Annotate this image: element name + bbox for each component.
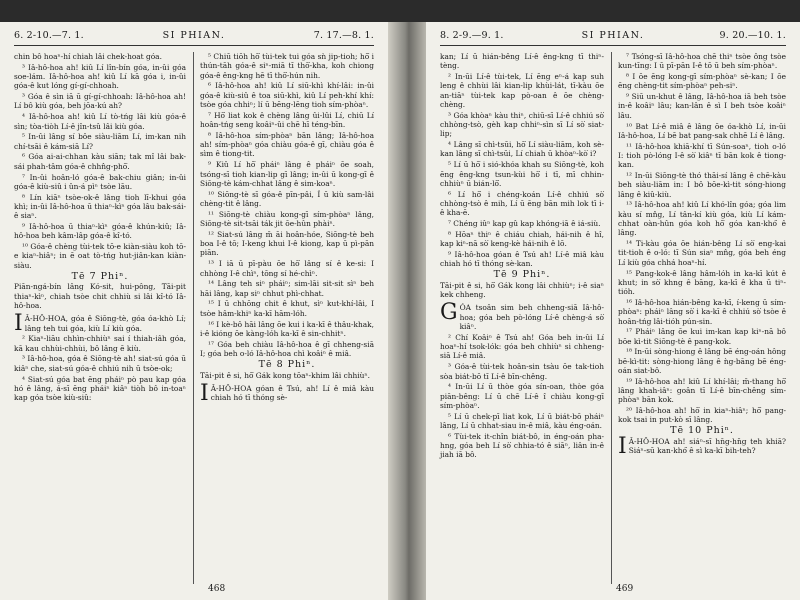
verse: chin bô hoaⁿ-hí chiah lâi chek-hoat góa. [14, 52, 162, 61]
verse: ⁶ Iâ-hô-hoa ah! kiû Lí siū-khì khí-lâi: in-ûi góa-ê kiù-siû ê toa siū-khì, kiû Lí peh-khí khí: tsòe góa chhiⁿ; lí ū bēng-lēng tioh sím-phòaⁿ. [200, 81, 374, 109]
psalm-heading: Tē 9 Phiⁿ. [493, 269, 551, 281]
verse: ⁴ In-ūi Lí ū thòe góa sín-oan, thòe góa piān-bêng: Lí ū chē Lí-ê î chiàu kong-gī sím-phòaⁿ. [440, 382, 604, 410]
verse: ¹² Siat-sú lâng m̄ āi hoân-hóe, Siōng-tè beh boa I-ê tō; I-keng khui I-ê kiong, kap ū pì-pān piān. [200, 229, 374, 258]
drop-cap: I [618, 434, 627, 460]
verse: ⁸ Hōaⁿ thiⁿ ê chiáu chiah, hái-nih ê hî, kap kiⁿ-nā sò͘ keng-kè hái-nih ê lō. [440, 229, 604, 249]
right-running-header [440, 30, 786, 44]
verse: ²⁰ Iâ-hô-hoa ah! hō͘ in kiaⁿ-hiâⁿ; hō͘ pang-kok tsai in put-kò sī lâng. [618, 406, 786, 425]
verse: ⁴ Iâ-hô-hoa ah! kiû Lí tò-tńg lâi kiù góa-ê sìn; tòa-tiòh Lí-ê jîn-tsû lâi kiù góa. [14, 112, 186, 131]
psalm-superscription: Piān-ngá-bín lâng Kó-sit, hui-pông, Tāi-pit thiaⁿ-kìⁿ, chiah tsòe chit chhiù si lâi kî-tó Iâ-hô-hoa. [14, 282, 186, 310]
right-col-1 [440, 52, 604, 461]
psalm-heading: Tē 10 Phiⁿ. [670, 425, 734, 437]
verse: ⁵ Chiū tiōh hō͘ tùi-tek tui góa sǹ jip-tioh; hō͘ i thún-tāh góa-ê siⁿ-miā tī thō͘-kha, koh chiong góa-ê êng-kng hē tī thō͘-hún nih. [200, 52, 374, 80]
verse: ³ Góa-ê tùi-tek hoân-sin tsàu ōe tak-tioh sòa biát-bō tī Lí-ê bīn-chêng. [440, 362, 604, 381]
verse: ¹⁷ Pháiⁿ lâng ōe kui im-kan kap kiⁿ-nā bô bōe kì-tit Siōng-tè ê pang-kok. [618, 327, 786, 346]
verse: ⁹ Siū un-khut ê lâng, Iâ-hô-hoa iā beh tsòe in-ê koâiⁿ lâu; kan-lân ê sì I beh tsòe koâiⁿ lâu. [618, 92, 786, 120]
verse: ⁵ Lí ū hō͘ i sió-khóa khah su Siōng-tè, koh ēng êng-kng tsun-kùi hō͘ i tī, mī chhin-chhiùⁿ ū bián-lō͘. [440, 160, 604, 188]
left-col-1 [14, 52, 186, 404]
verse: ³ Góa ê sìn iā ū gí-gí-chhoah: Iâ-hô-hoa ah! Lí bô kiù góa, beh jōa-kú ah? [14, 92, 186, 111]
verse: ¹³ I iā ū pī-pàu ōe hō͘ lâng sí ê ke-si: I chhòng I-ê chìⁿ, tōng sí hé-chìⁿ. [200, 259, 374, 278]
verse: ⁶ Tùi-tek it-chîn biát-bô, in éng-oán pha-hng, góa beh Lí sò͘ chhia-tó ê siāⁿ, liân in-ê jiah iā bô. [440, 431, 604, 460]
header-rule [14, 45, 374, 46]
verse: ⁸ Lín kiāⁿ tsòe-ok-ê lâng tioh lī-khui góa khì; in-ûi Iâ-hô-hoa ū thiaⁿ-kìⁿ góa lâu bak-sái-ê siaⁿ. [14, 192, 186, 221]
right-header-right: 9. 20.—10. 1. [719, 30, 786, 41]
verse: ¹¹ Iâ-hô-hoa khiā-khí tī Sún-soaⁿ, tioh o-ló I: tioh pò-lóng I-ê sò͘ kiâⁿ tī bān kok ê tiong-kan. [618, 141, 786, 170]
verse: ⁸ I ōe ēng kong-gī sím-phòaⁿ sè-kan; I ōe ēng chèng-tit sím-phòaⁿ peh-siⁿ. [618, 72, 786, 91]
verse: ¹⁶ I kè-bô hāi lâng ōe kui i ka-kī ê thâu-khak, i-ê kióng ōe kàng-lóh ka-kī ê sin-chhitⁿ. [200, 319, 374, 338]
psalm-opening-verse: I Â-HÔ-HOA góan ê Tsú, ah! Lí ê miâ kàu chiah hó tī thóng sè- [200, 380, 374, 406]
verse: ⁶ Lí hō͘ i chéng-koán Lí-ê chhiú sò͘ chhòng-tsò ê mih, Lí ū ēng bān mih lok tī i-ê kha-ē. [440, 189, 604, 218]
verse: ⁵ In-ûi lâng sí bôe siàu-liām Lí, im-kan nih chí-tsāi ê kám-siā Lí? [14, 132, 186, 151]
verse: ⁷ In-ûi hoân-ló góa-ê bak-chiu giân; in-ûi góa-ê kiù-siû i ûn-á pìⁿ tsòe lāu. [14, 172, 186, 191]
verse: ³ Iâ-hô-hoa ah! kiû Lí lîn-bín góa, in-ûi góa soe-lám. Iâ-hô-hoa ah! kiû Lí kā góa i, in-ûi góa-ê kut lóng gí-gí-chhoah. [14, 62, 186, 91]
verse: ¹⁴ Ti-kàu góa ōe hián-bêng Lí sò͘ eng-kai tit-tioh ê o-ló: tī Sún siaⁿ mn̂g, góa beh éng Lí kiù góa chhá hoaⁿ-hí. [618, 239, 786, 267]
right-header-left: 8. 2-9.—9. 1. [440, 30, 504, 41]
verse: ³ Góa khòaⁿ kàu thiⁿ, chiū-sī Lí-ê chhiú sò͘ chhòng-tsò, gèh kap chhiⁿ-sìn sī Lí sò͘ siat-lip; [440, 110, 604, 139]
left-col-2 [200, 52, 374, 404]
psalm-heading: Tē 7 Phiⁿ. [71, 270, 129, 282]
verse: ¹³ Iâ-hô-hoa ah! kiû Lí khó-lîn góa; góa lim kàu sí mn̂g, Lí tân-kí kiù góa, kiù Lí kám-chhat oàn-hûn góa koh hō͘ góa kan-khó͘ ê lâng. [618, 200, 786, 238]
drop-cap: I [200, 380, 209, 406]
drop-cap: I [14, 311, 23, 337]
left-header-right: 7. 17.—8. 1. [313, 30, 374, 41]
left-header-left: 6. 2-10.—7. 1. [14, 30, 84, 41]
verse: ⁷ Hō͘ liat kok ê chèng lâng ûi-lûi Lí, chiū Lí hoân-tńg seng koâiⁿ-ûi chē hī téng-bīn. [200, 110, 374, 130]
psalm-heading: Tē 8 Phiⁿ. [258, 358, 316, 370]
drop-cap: G [440, 300, 458, 326]
psalm-opening-verse: GÓA tsoân sim beh chheng-siā Iâ-hô-hoa; góa beh pò-lóng Lí-ê chèng-á sò͘ kiâⁿ. [440, 300, 604, 332]
verse: ¹⁰ Siōng-tè sī góa-ê pīn-pâi, Í ū kiù sam-lâi chèng-tit ê lâng. [200, 189, 374, 208]
verse: ⁶ Góa ai-ai-chhan kàu siān; tak mî lâi bak-sái phah-tâm góa-ê chhn̂g-phō͘. [14, 152, 186, 171]
verse: ¹¹ Siōng-tè chiàu kong-gī sím-phòaⁿ lâng, Siōng-tè sit-tsāi ták jit ōe-hûn phàiⁿ. [200, 209, 374, 229]
psalm-opening-verse: I Â-HÔ-HOA ah! siáⁿ-sī hn̄g-hn̄g teh khiā? Siáⁿ-sū kan-khó͘ ê sì ka-kī bih-teh? [618, 434, 786, 460]
page-number: 468 [208, 584, 226, 594]
verse: ⁴ Lâng sī chì-tsūi, hō͘ Lí siàu-liām, koh sè-kan lâng sī chì-tsūi, Lí chiah ū khòaⁿ-kò͘ i? [440, 140, 604, 159]
right-page [426, 22, 800, 600]
verse: ¹⁴ Lâng teh siⁿ pháiⁿ; sim-lāi sit-sit sìⁿ beh hāi lâng, kap siⁿ chhut phì-chhat. [200, 279, 374, 298]
verse: ³ Iâ-hô-hoa, góa ê Siōng-tè ah! siat-sú góa ū kiâⁿ che, siat-sú góa-ê chhiú nih ū tsòe-ok; [14, 354, 186, 373]
verse: ² Chí Koâiⁿ ê Tsú ah! Góa beh in-ûi Lí hoaⁿ-hí tsok-lók: góa beh chhiùⁿ si chheng-siā Lí-ê miâ. [440, 332, 604, 361]
page-number: 469 [616, 584, 634, 594]
verse: ⁹ Iâ-hô-hoa ū thiaⁿ-kìⁿ góa-ê khún-kiû; Iâ-hô-hoa beh kâm-lâp góa-ê kî-tó. [14, 222, 186, 241]
column-divider [193, 52, 194, 584]
psalm-superscription: Tāi-pit ê si, hō͘ Gák kong tōaⁿ-khim lâi chhiùⁿ. [200, 370, 370, 380]
left-page [0, 22, 388, 600]
verse: ⁹ Iâ-hô-hoa góan ê Tsú ah! Lí-ê miâ kàu chiah hó tī thóng sè-kan. [440, 249, 604, 269]
right-header-title: SI PHIAN. [581, 30, 645, 41]
verse: ² Kiaⁿ-liāu chhìn-chhiùⁿ sai í thiah-iâh góa, kā kau chhùi-chhùi, bô lâng ē kiù. [14, 334, 186, 353]
book-gutter [388, 22, 426, 600]
verse: ⁸ Iâ-hô-hoa sím-phòaⁿ bān lâng; Iâ-hô-hoa ah! sím-phòaⁿ góa chiàu góa-ê gī, chiàu góa ê sìm ê tiong-tit. [200, 130, 374, 159]
verse: ¹⁵ I ū chhōng chit ê khut, sìⁿ kut-khí-lâi, I tsòe hâm-khiⁿ ka-kī hām-lóh. [200, 299, 374, 318]
verse: ¹⁷ Góa beh chiàu Iâ-hô-hoa ê gī chheng-siā I; góa beh o-ló Iâ-hô-hoa chì koâiⁿ ê miâ. [200, 339, 374, 358]
left-header-title: SI PHIAN. [162, 30, 226, 41]
verse: ¹⁶ Iâ-hô-hoa hián-bêng ka-kī, í-keng ū sím-phòaⁿ: pháiⁿ lâng sò͘ i ka-kī ê chhiú sò͘ tsòe ê hoân-tńg lâi-tióh pún-sin. [618, 297, 786, 326]
verse: ¹⁹ Iâ-hô-hoa ah! kiû Lí khí-lâi; m̄-thang hō͘ lâng khah-iâⁿ: goân tī Lí-ê bīn-chêng sím-phòaⁿ bān kok. [618, 376, 786, 405]
verse: ¹⁰ Góa-ê chèng tùi-tek tō-e kiàn-siàu koh tō-e kiaⁿ-hiâⁿ; in ē oat tò-tńg hut-jiân-kan kiàn-siàu. [14, 242, 186, 270]
verse: ⁹ Kiû Lí hō͘ pháiⁿ lâng ê pháiⁿ ōe soah, tsóng-sī tioh kian-lip gī lâng; in-ûi ū kong-gī ê Siōng-tè kám-chhat lâng ê sim-koaⁿ. [200, 160, 374, 188]
header-rule [440, 45, 786, 46]
column-divider [611, 52, 612, 584]
verse: ¹² In-ūi Siōng-tè thó thāi-sí lâng ê chē-kàu beh siàu-liām in: I bô bōe-kì-tit sóng-hiong lâng ê kiû-kiù. [618, 171, 786, 199]
psalm-superscription: Tāi-pit ê si, hō͘ Gák kong lâi chhiùⁿ; i-ê siaⁿ kek chheng. [440, 280, 604, 300]
verse: ¹⁰ Bat Lí-ê miâ ê lâng ōe óa-khò Lí, in-ūi Iâ-hô-hoa, Lí bē bat pang-sak chhē Lí ê lâng. [618, 121, 786, 140]
verse: ⁴ Siat-sú góa bat ēng pháiⁿ pò pau kap góa hó ê lâng, á-sī ēng pháiⁿ kiâⁿ tiòh bô in-toaⁿ kap góa tsòe kiù-siû: [14, 374, 186, 403]
right-col-2 [618, 52, 786, 460]
verse: ¹⁸ In-ūi sòng-hiong ê lâng bē éng-oán hông bē-kì-tit: sòng-hiong lâng ê ǹg-bāng bē éng-oán siat-bô. [618, 347, 786, 375]
psalm-opening-verse: I Â-HÔ-HOA, góa ê Siōng-tè, góa óa-khò Lí; lâng teh tui góa, kiù Lí kiù góa. [14, 311, 186, 337]
verse: ² In-ūi Lí-ê tùi-tek, Lí ēng eⁿ-á kap suh leng ê chhùi lâi kian-lip khùi-lát, tī-kàu ōe an-tiāⁿ tùi-tek kap pò-oan ê ōe chèng-chèng. [440, 72, 604, 109]
verse: ¹⁵ Pang-kok-ê lâng hâm-lóh in ka-kī kút ê khut; in sò͘ khng ê bāng, ka-kī ê kha ū tiⁿ-tióh. [618, 268, 786, 297]
left-running-header [14, 30, 374, 44]
verse: ⁷ Chéng iûⁿ kap gû kap khóng-iā ê iá-siù. [448, 219, 601, 229]
verse: ⁷ Tsóng-sī Iâ-hô-hoa chē thiⁿ tsòe ông tsòe kun-tīng: I ū pī-pān I-ê tō ū beh sím-phòaⁿ. [618, 52, 786, 71]
verse: kan; Lí ū hián-bêng Lí-ê êng-kng tī thiⁿ-tèng. [440, 52, 604, 71]
verse: ⁵ Lí ū chek-pī liat kok, Lí ū biát-bō pháiⁿ lâng, Lí ū chhat-siau in-ê miâ, kàu éng-oán. [440, 411, 604, 430]
